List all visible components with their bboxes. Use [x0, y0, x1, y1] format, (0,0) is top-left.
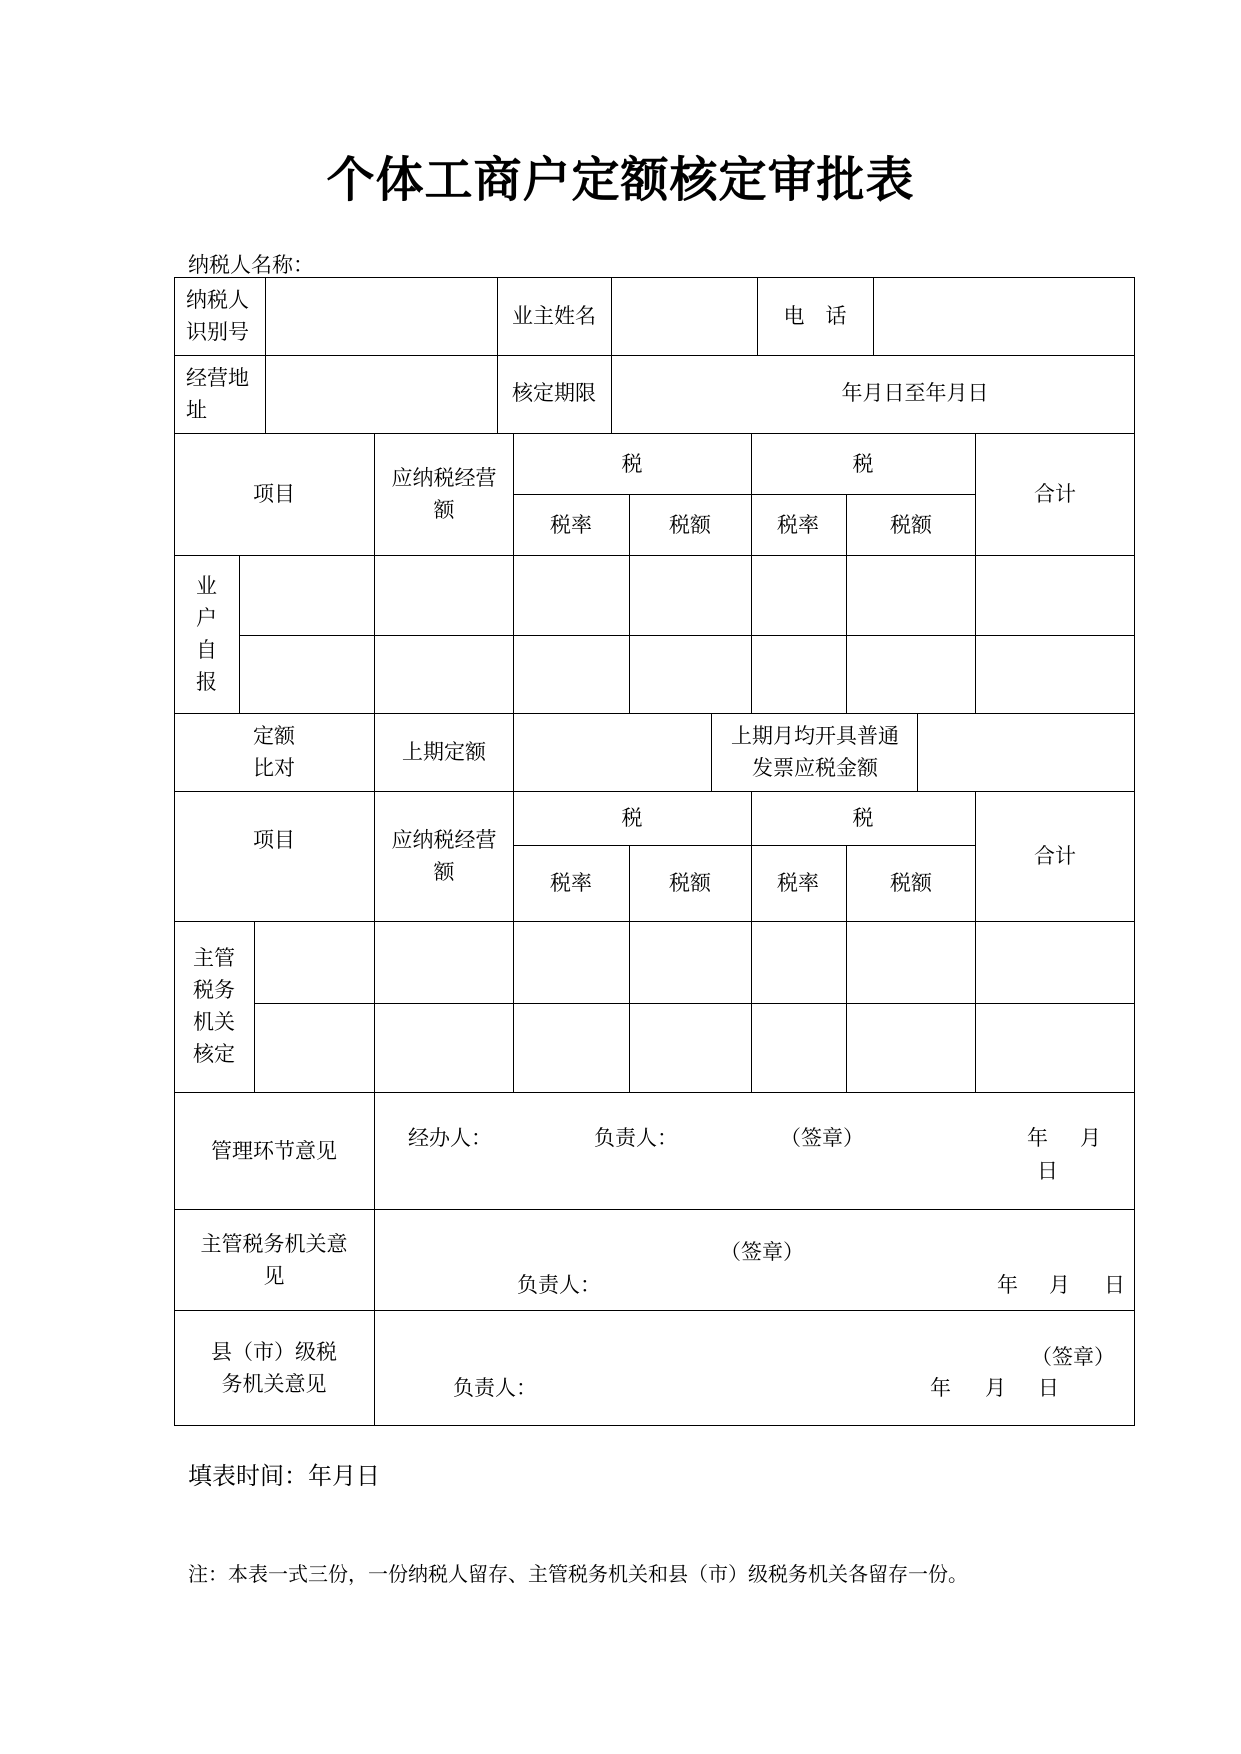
- col-line: [239, 555, 240, 713]
- item-header: 项目: [253, 482, 295, 506]
- table-border-right: [1134, 277, 1135, 1426]
- owner-name-label: 业主姓名: [512, 304, 596, 328]
- quota-compare-label: 定额比对: [253, 724, 295, 780]
- col-line: [975, 791, 976, 1092]
- day-label: 日: [1037, 1159, 1058, 1183]
- row-line: [174, 713, 1135, 714]
- fill-time: 填表时间：年月日: [188, 1462, 380, 1490]
- row-line: [174, 433, 1135, 434]
- col-line: [846, 845, 847, 1092]
- col-line: [873, 277, 874, 355]
- authority-approval-label: 主管税务机关核定: [193, 946, 235, 1066]
- month-label: 月: [985, 1376, 1006, 1400]
- col-line: [513, 713, 514, 791]
- col-line: [497, 277, 498, 433]
- row-line: [513, 494, 975, 495]
- col-line: [374, 713, 375, 791]
- responsible-label: 负责人：: [453, 1376, 537, 1400]
- phone-label: 电 话: [783, 304, 847, 328]
- table-border-left: [174, 277, 175, 1426]
- management-opinion-label: 管理环节意见: [211, 1139, 337, 1163]
- footnote: 注：本表一式三份，一份纳税人留存、主管税务机关和县（市）级税务机关各留存一份。: [188, 1562, 968, 1586]
- tax-header-1: 税: [621, 806, 643, 830]
- responsible-label: 负责人：: [517, 1273, 601, 1297]
- table-border-bottom: [174, 1425, 1135, 1426]
- form-title: 个体工商户定额核定审批表: [326, 152, 915, 208]
- seal-label: （签章）: [1031, 1345, 1115, 1369]
- col-line: [917, 713, 918, 791]
- rate-header: 税率: [777, 871, 819, 895]
- revenue-header: 应纳税经营额: [391, 828, 497, 884]
- authority-opinion-label: 主管税务机关意见: [200, 1232, 348, 1288]
- col-line: [254, 921, 255, 1092]
- row-line: [174, 921, 1135, 922]
- revenue-header: 应纳税经营额: [391, 466, 497, 522]
- responsible-label: 负责人：: [594, 1126, 678, 1150]
- col-line: [374, 433, 375, 713]
- row-line: [174, 1092, 1135, 1093]
- col-line: [846, 494, 847, 713]
- row-line: [254, 1003, 1135, 1004]
- table-border-top: [174, 277, 1135, 278]
- day-label: 日: [1104, 1273, 1125, 1297]
- col-line: [711, 713, 712, 791]
- col-line: [374, 791, 375, 1092]
- row-line: [174, 1209, 1135, 1210]
- seal-label: （签章）: [720, 1240, 804, 1264]
- col-line: [513, 433, 514, 713]
- seal-label: （签章）: [780, 1126, 864, 1150]
- amount-header: 税额: [890, 513, 932, 537]
- row-line: [513, 845, 975, 846]
- tax-header-2: 税: [852, 452, 874, 476]
- col-line: [751, 433, 752, 713]
- taxpayer-id-label: 纳税人识别号: [186, 288, 249, 344]
- rate-header: 税率: [550, 513, 592, 537]
- taxpayer-name-label: 纳税人名称：: [188, 253, 314, 277]
- county-opinion-label: 县（市）级税务机关意见: [211, 1340, 337, 1396]
- row-line: [174, 1310, 1135, 1311]
- prev-invoice-label: 上期月均开具普通发票应税金额: [731, 724, 899, 780]
- period-label: 核定期限: [512, 381, 596, 405]
- rate-header: 税率: [550, 871, 592, 895]
- self-report-label: 业户自报: [196, 574, 217, 694]
- month-label: 月: [1049, 1273, 1070, 1297]
- col-line: [629, 494, 630, 713]
- year-label: 年: [997, 1273, 1018, 1297]
- total-header: 合计: [1034, 482, 1076, 506]
- day-label: 日: [1038, 1376, 1059, 1400]
- col-line: [975, 433, 976, 713]
- col-line: [513, 791, 514, 1092]
- row-line: [174, 355, 1135, 356]
- col-line: [751, 791, 752, 1092]
- year-label: 年: [930, 1376, 951, 1400]
- col-line: [611, 277, 612, 433]
- col-line: [757, 277, 758, 355]
- address-label: 经营地址: [186, 366, 249, 422]
- amount-header: 税额: [669, 871, 711, 895]
- col-line: [629, 845, 630, 1092]
- year-label: 年: [1027, 1126, 1048, 1150]
- period-value: 年月日至年月日: [841, 381, 989, 405]
- row-line: [174, 791, 1135, 792]
- handler-label: 经办人：: [408, 1126, 492, 1150]
- prev-quota-label: 上期定额: [402, 740, 486, 764]
- rate-header: 税率: [777, 513, 819, 537]
- amount-header: 税额: [669, 513, 711, 537]
- row-line: [174, 555, 1135, 556]
- amount-header: 税额: [890, 871, 932, 895]
- tax-header-1: 税: [621, 452, 643, 476]
- tax-header-2: 税: [852, 806, 874, 830]
- col-line: [265, 277, 266, 433]
- total-header: 合计: [1034, 844, 1076, 868]
- item-header: 项目: [253, 828, 295, 852]
- col-line: [374, 1092, 375, 1426]
- month-label: 月: [1080, 1126, 1101, 1150]
